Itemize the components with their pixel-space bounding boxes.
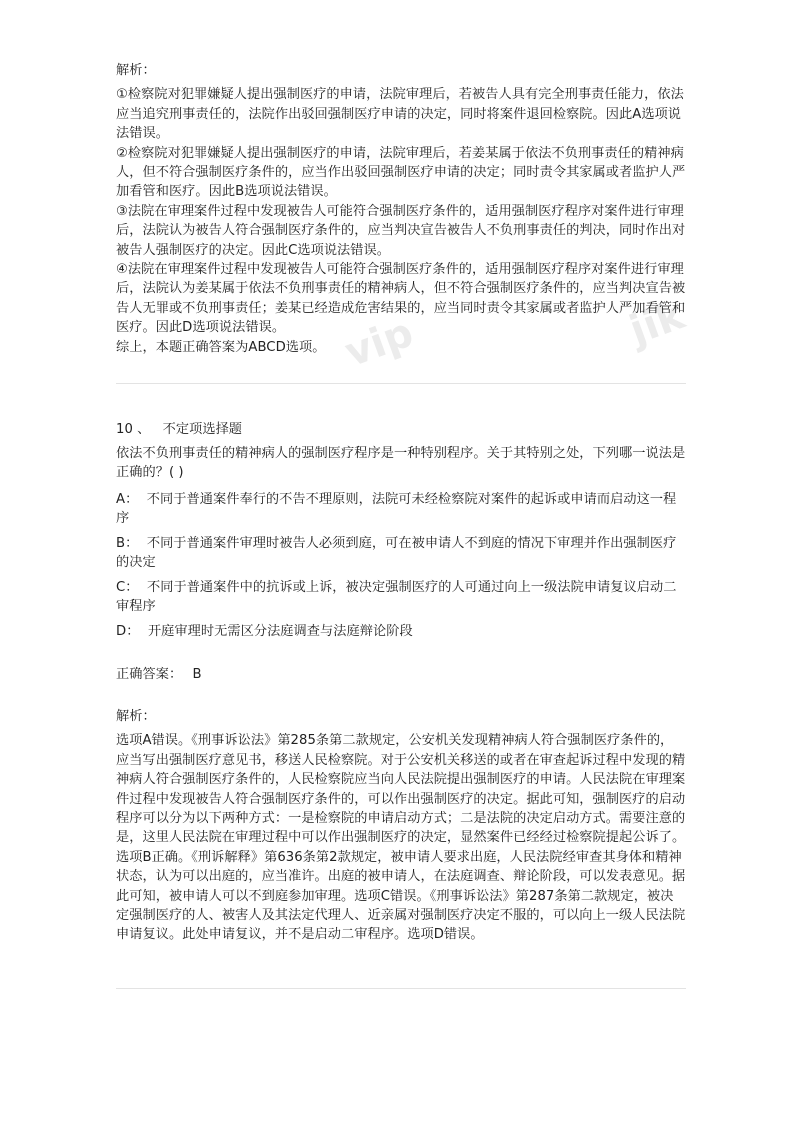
option-letter: C： [116,580,139,595]
correct-answer [116,665,686,684]
analysis-conclusion: 综上，本题正确答案为ABCD选项。 [116,339,326,355]
option-a [116,490,686,529]
option-c [116,578,686,617]
watermark-text: jik [623,292,691,354]
option-text: 不同于普通案件奉行的不告不理原则，法院可未经检察院对案件的起诉或申请而启动这一程序 [116,492,677,527]
answer-label: 正确答案： [116,667,183,682]
question-number: 10 、 [116,422,151,437]
analysis-heading: 解析： [116,63,156,78]
option-text: 不同于普通案件中的抗诉或上诉，被决定强制医疗的人可通过向上一级法院申请复议启动二审程序 [116,580,677,615]
option-b [116,534,686,573]
analysis-body: 选项A错误。《刑事诉讼法》第285条第二款规定，公安机关发现精神病人符合强制医疗条件的，应当写出强制医疗意见书，移送人民检察院。对于公安机关移送的或者在审查起诉过程中发现的精神病人符合强制医疗条件的，人民检察院应当向人民法院提出强制医疗的申请。人民法院在审理案件过程中发现被告人符合强制医疗条件的，可以作出强制医疗的决定。据此可知，强制医疗的启动程序可以分为以下两种方式：一是检察院的申请启动方式；二是法院的决定启动方式。需要注意的是，这里人民法院在审理过程中可以作出强制医疗的决定，显然案件已经经过检察院提起公诉了。选项B正确。《刑诉解释》第636条第2款规定，被申请人要求出庭，人民法院经审查其身体和精神状态，认为可以出庭的，应当准许。出庭的被申请人，在法庭调查、辩论阶段，可以发表意见。据此可知，被申请人可以不到庭参加审理。选项C错误。《刑事诉讼法》第287条第二款规定，被决定强制医疗的人、被害人及其法定代理人、近亲属对强制医疗决定不服的，可以向上一级人民法院申请复议。此处申请复议，并不是启动二审程序。选项D错误。 [116,733,686,943]
question-analysis [116,707,686,945]
section-divider [116,988,686,989]
answer-value: B [192,667,202,682]
option-d [116,622,686,641]
option-letter: D： [116,624,140,639]
analysis-paragraph: ②检察院对犯罪嫌疑人提出强制医疗的申请，法院审理后，若姜某属于依法不负刑事责任的精神病人，但不符合强制医疗条件的，应当作出驳回强制医疗申请的决定；同时责令其家属或者监护人严加看管和医疗。因此B选项说法错误。 [116,145,686,200]
analysis-paragraph: ③法院在审理案件过程中发现被告人可能符合强制医疗条件的，适用强制医疗程序对案件进行审理后，法院认为被告人符合强制医疗条件的，应当判决宣告被告人不负刑事责任的判决，同时作出对被告人强制医疗的决定。因此C选项说法错误。 [116,203,686,258]
section-divider [116,383,686,384]
analysis-paragraph: ④法院在审理案件过程中发现被告人可能符合强制医疗条件的，适用强制医疗程序对案件进行审理后，法院认为姜某属于依法不负刑事责任的精神病人，但不符合强制医疗条件的，应当判决宣告被告人无罪或不负刑事责任；姜某已经造成危害结果的，应当同时责令其家属或者监护人严加看管和医疗。因此D选项说法错误。 [116,262,686,336]
option-text: 开庭审理时无需区分法庭调查与法庭辩论阶段 [147,624,413,639]
question-header [116,420,686,439]
question-stem [116,444,686,483]
option-letter: A： [116,492,139,507]
question-type: 不定项选择题 [162,422,243,437]
watermark-text: vip [339,309,420,377]
analysis-paragraph: ①检察院对犯罪嫌疑人提出强制医疗的申请，法院审理后，若被告人具有完全刑事责任能力，依法应当追究刑事责任的，法院作出驳回强制医疗申请的决定，同时将案件退回检察院。因此A选项说法错误。 [116,87,684,142]
question-stem-text: 依法不负刑事责任的精神病人的强制医疗程序是一种特别程序。关于其特别之处，下列哪一说法是正确的？( ) [116,446,686,481]
analysis-heading: 解析： [116,709,156,724]
previous-analysis [116,61,686,357]
option-text: 不同于普通案件审理时被告人必须到庭，可在被申请人不到庭的情况下审理并作出强制医疗的决定 [116,536,677,571]
option-letter: B： [116,536,139,551]
